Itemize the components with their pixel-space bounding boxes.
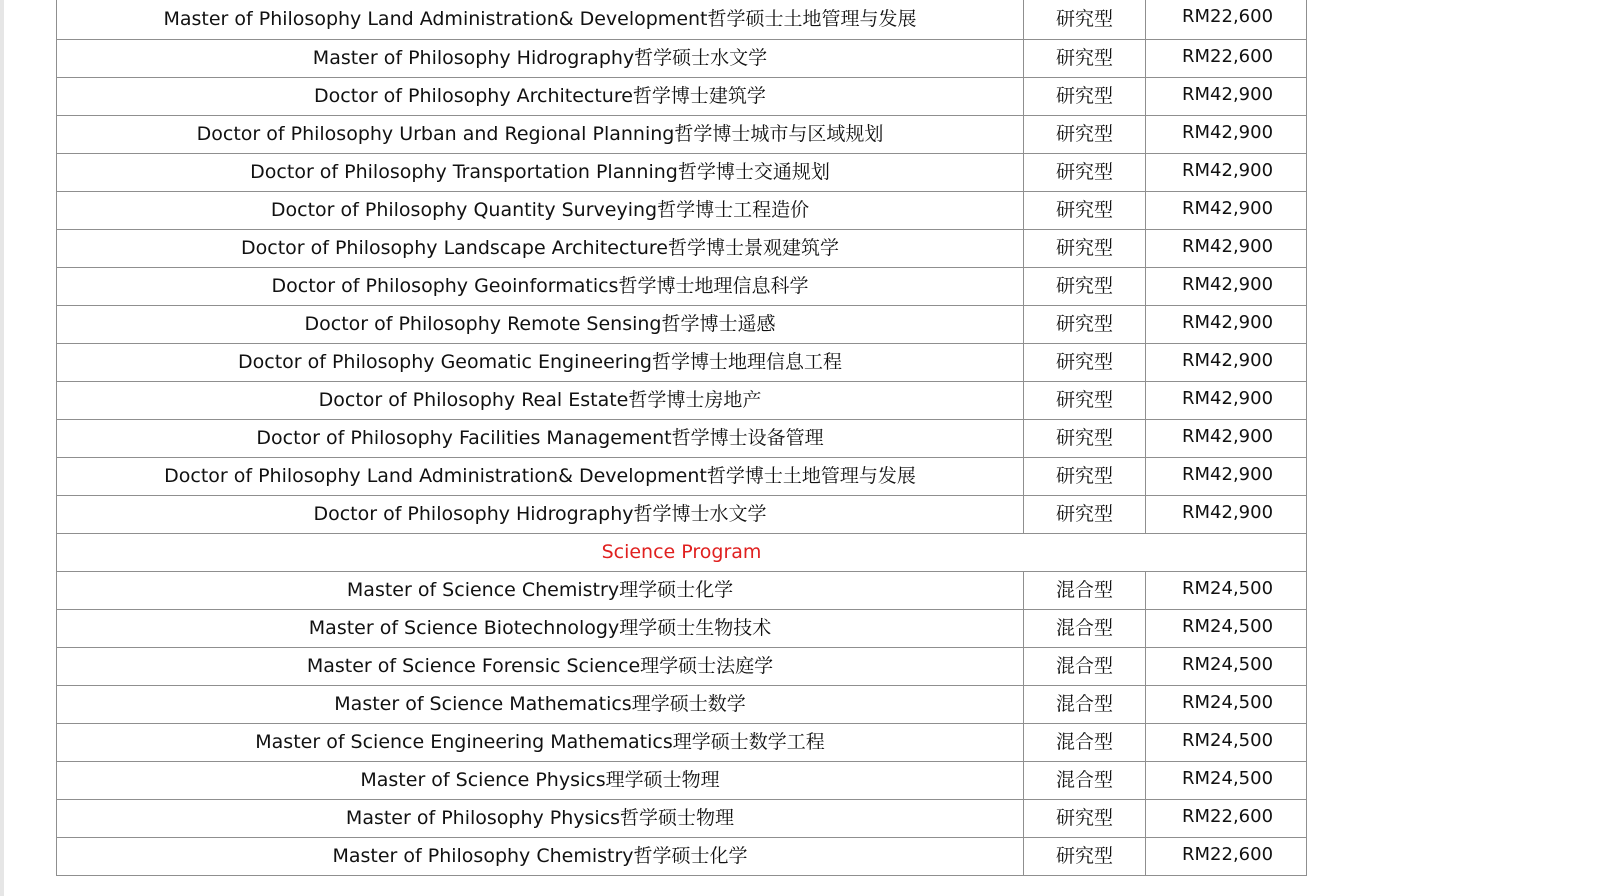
program-name: Master of Philosophy Chemistry哲学硕士化学 — [57, 838, 1024, 876]
program-type: 研究型 — [1024, 420, 1146, 458]
table-row — [57, 762, 1307, 800]
table-row — [57, 78, 1307, 116]
program-type: 研究型 — [1024, 268, 1146, 306]
program-fee: RM42,900 — [1146, 382, 1307, 420]
program-name: Doctor of Philosophy Land Administration& Development哲学博士土地管理与发展 — [57, 458, 1024, 496]
program-type: 研究型 — [1024, 116, 1146, 154]
program-type: 混合型 — [1024, 648, 1146, 686]
program-name: Doctor of Philosophy Geoinformatics哲学博士地理信息科学 — [57, 268, 1024, 306]
program-fee: RM24,500 — [1146, 648, 1307, 686]
program-type: 混合型 — [1024, 610, 1146, 648]
table-row — [57, 686, 1307, 724]
program-type: 研究型 — [1024, 496, 1146, 534]
program-type: 混合型 — [1024, 686, 1146, 724]
program-fee: RM42,900 — [1146, 496, 1307, 534]
program-fee-table-container — [56, 0, 1306, 876]
table-row — [57, 344, 1307, 382]
table-row — [57, 610, 1307, 648]
table-row — [57, 382, 1307, 420]
program-name: Doctor of Philosophy Quantity Surveying哲学博士工程造价 — [57, 192, 1024, 230]
program-name: Doctor of Philosophy Transportation Planning哲学博士交通规划 — [57, 154, 1024, 192]
program-fee: RM24,500 — [1146, 686, 1307, 724]
table-body — [57, 0, 1307, 876]
program-fee: RM42,900 — [1146, 230, 1307, 268]
table-row — [57, 724, 1307, 762]
table-row — [57, 0, 1307, 40]
program-type: 研究型 — [1024, 0, 1146, 40]
program-type: 混合型 — [1024, 762, 1146, 800]
program-fee: RM24,500 — [1146, 762, 1307, 800]
table-row — [57, 572, 1307, 610]
program-fee: RM22,600 — [1146, 838, 1307, 876]
program-name: Doctor of Philosophy Geomatic Engineering哲学博士地理信息工程 — [57, 344, 1024, 382]
section-row — [57, 534, 1307, 572]
program-fee: RM22,600 — [1146, 0, 1307, 40]
program-fee: RM42,900 — [1146, 306, 1307, 344]
program-fee: RM42,900 — [1146, 78, 1307, 116]
table-row — [57, 154, 1307, 192]
program-type: 混合型 — [1024, 572, 1146, 610]
program-name: Doctor of Philosophy Urban and Regional Planning哲学博士城市与区域规划 — [57, 116, 1024, 154]
table-row — [57, 800, 1307, 838]
program-name: Master of Science Mathematics理学硕士数学 — [57, 686, 1024, 724]
program-type: 研究型 — [1024, 838, 1146, 876]
program-fee-table — [56, 0, 1307, 876]
program-name: Doctor of Philosophy Hidrography哲学博士水文学 — [57, 496, 1024, 534]
table-row — [57, 420, 1307, 458]
program-name: Master of Science Physics理学硕士物理 — [57, 762, 1024, 800]
program-name: Doctor of Philosophy Facilities Management哲学博士设备管理 — [57, 420, 1024, 458]
program-name: Master of Science Chemistry理学硕士化学 — [57, 572, 1024, 610]
table-row — [57, 230, 1307, 268]
program-type: 研究型 — [1024, 154, 1146, 192]
table-row — [57, 40, 1307, 78]
program-fee: RM42,900 — [1146, 192, 1307, 230]
table-row — [57, 268, 1307, 306]
program-type: 研究型 — [1024, 40, 1146, 78]
program-fee: RM42,900 — [1146, 268, 1307, 306]
program-type: 研究型 — [1024, 230, 1146, 268]
program-fee: RM24,500 — [1146, 724, 1307, 762]
table-row — [57, 496, 1307, 534]
table-row — [57, 458, 1307, 496]
table-row — [57, 192, 1307, 230]
program-type: 研究型 — [1024, 800, 1146, 838]
program-name: Master of Philosophy Hidrography哲学硕士水文学 — [57, 40, 1024, 78]
program-fee: RM22,600 — [1146, 800, 1307, 838]
table-row — [57, 116, 1307, 154]
program-name: Master of Science Engineering Mathematics理学硕士数学工程 — [57, 724, 1024, 762]
table-row — [57, 648, 1307, 686]
program-fee: RM42,900 — [1146, 154, 1307, 192]
program-name: Master of Philosophy Land Administration& Development哲学硕士土地管理与发展 — [57, 0, 1024, 40]
program-fee: RM42,900 — [1146, 458, 1307, 496]
program-name: Master of Science Biotechnology理学硕士生物技术 — [57, 610, 1024, 648]
table-row — [57, 306, 1307, 344]
program-type: 研究型 — [1024, 382, 1146, 420]
program-fee: RM24,500 — [1146, 610, 1307, 648]
program-name: Doctor of Philosophy Remote Sensing哲学博士遥感 — [57, 306, 1024, 344]
program-name: Doctor of Philosophy Architecture哲学博士建筑学 — [57, 78, 1024, 116]
program-name: Master of Philosophy Physics哲学硕士物理 — [57, 800, 1024, 838]
program-fee: RM42,900 — [1146, 116, 1307, 154]
program-type: 研究型 — [1024, 78, 1146, 116]
program-fee: RM22,600 — [1146, 40, 1307, 78]
program-type: 研究型 — [1024, 458, 1146, 496]
program-name: Doctor of Philosophy Real Estate哲学博士房地产 — [57, 382, 1024, 420]
program-type: 研究型 — [1024, 344, 1146, 382]
program-fee: RM42,900 — [1146, 344, 1307, 382]
program-type: 研究型 — [1024, 192, 1146, 230]
table-row — [57, 838, 1307, 876]
program-type: 研究型 — [1024, 306, 1146, 344]
section-title: Science Program — [57, 534, 1307, 572]
program-name: Master of Science Forensic Science理学硕士法庭学 — [57, 648, 1024, 686]
program-type: 混合型 — [1024, 724, 1146, 762]
program-name: Doctor of Philosophy Landscape Architecture哲学博士景观建筑学 — [57, 230, 1024, 268]
page-edge — [0, 0, 4, 896]
program-fee: RM24,500 — [1146, 572, 1307, 610]
program-fee: RM42,900 — [1146, 420, 1307, 458]
